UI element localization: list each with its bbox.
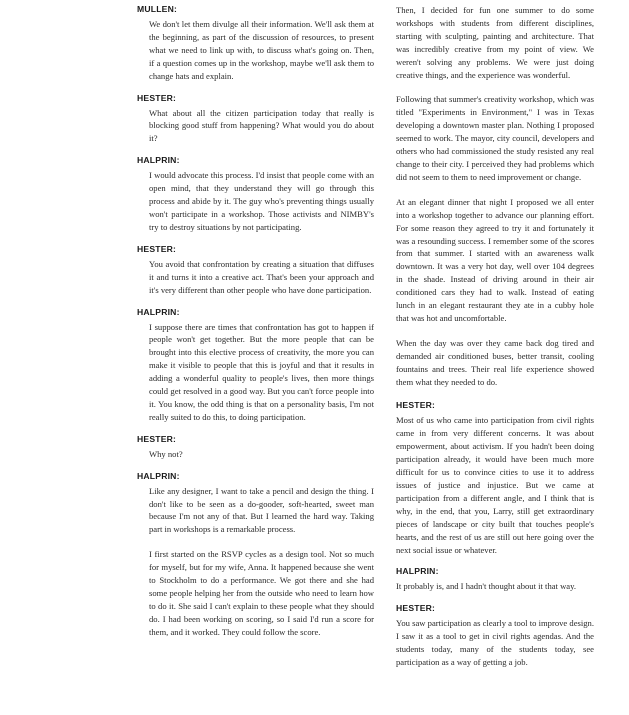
dialogue-block bbox=[137, 4, 374, 83]
speech-text: Most of us who came into participation from civil rights came in from very different concerns. It was about empowerment, about activism. If you hadn't been doing participation already, it would have been much more difficult for us to convince cities to use it to address issues of justice and injustice. But we came at participation from a different angle, and I think that is why, in the end, that you, Larry, still get extraordinary pieces of landscape or city built that touches people's hearts, and the rest of us are still out here going over the next social issue or whatever. bbox=[396, 415, 594, 555]
paragraph-gap bbox=[396, 184, 594, 196]
speech-text: You saw participation as clearly a tool to improve design. I saw it as a tool to get in civil rights agendas. And the students today, many of the students today, see participation as a way of getting a job. bbox=[396, 618, 594, 668]
narrative-paragraph: When the day was over they came back dog tired and demanded air conditioned buses, better transit, cooling fountains and trees. Their real life experience showed them what they needed to do. bbox=[396, 337, 594, 387]
dialogue-block bbox=[396, 400, 594, 556]
speech-continuation: I first started on the RSVP cycles as a design tool. Not so much for myself, but for my wife, Anna. It happened because she went to Stockholm to do a performance. We got there and she had some people helping her from the outside who need to learn how to do it. She said I can't explain to these people what they should do. I had been working on scoring, so I said I'd run a score for them, and it worked. They could follow the score. bbox=[149, 549, 374, 637]
paragraph-gap bbox=[396, 81, 594, 93]
speaker-label: HALPRIN: bbox=[137, 155, 180, 166]
speaker-label: HESTER: bbox=[137, 92, 177, 103]
speech-text: I would advocate this process. I'd insist that people come with an open mind, that they understand they will go through this process and abide by it. The guy who's preventing things usually won't participate in a workshop. Those activists and NIMBY's try to destroy situations by not participating. bbox=[149, 170, 374, 232]
paragraph-gap bbox=[396, 325, 594, 337]
speaker-label: HALPRIN: bbox=[137, 470, 180, 481]
dialogue-block bbox=[396, 566, 594, 593]
dialogue-block bbox=[137, 471, 374, 639]
left-column bbox=[137, 4, 374, 649]
narrative-paragraph: Following that summer's creativity workshop, which was titled "Experiments in Environment," I was in Texas developing a downtown master plan. Nothing I proposed seemed to work. The mayor, city council, developers and others who had commissioned the study resisted any real change to their city. I perceived they had problems which did not seem to them to need improvement or change. bbox=[396, 94, 594, 182]
dialogue-block bbox=[396, 603, 594, 669]
speaker-label: HESTER: bbox=[396, 400, 436, 411]
paragraph-gap bbox=[396, 388, 594, 400]
dialogue-block bbox=[137, 434, 374, 461]
speaker-label: HESTER: bbox=[137, 243, 177, 254]
speech-text: Why not? bbox=[149, 448, 183, 459]
speech-text: It probably is, and I hadn't thought about it that way. bbox=[396, 581, 576, 592]
speech-text: You avoid that confrontation by creating a situation that diffuses it and turns it into a creative act. That's been your approach and it's very different than other people who have done participation. bbox=[149, 258, 374, 295]
speaker-label: HALPRIN: bbox=[137, 306, 180, 317]
right-column bbox=[396, 4, 594, 679]
speaker-label: HESTER: bbox=[396, 603, 436, 614]
narrative-paragraph: At an elegant dinner that night I proposed we all enter into a workshop together to advance our planning effort. For some reason they agreed to try it and fortunately it was a resounding success. I remember some of the scores from that summer. I started with an awareness walk downtown. It was a very hot day, well over 104 degrees in the shade. Instead of driving around in their air conditioned cars they had to walk. Instead of eating lunch in an elegant restaurant they ate in a cubby hole that was hot and uncomfortable. bbox=[396, 196, 594, 323]
speaker-label: HALPRIN: bbox=[396, 566, 439, 577]
narrative-paragraph: Then, I decided for fun one summer to do some workshops with students from different disciplines, starting with sculpting, painting and architecture. That was incredibly creative from my point of view. We weren't solving any problems. We were just doing creative things, and the experience was wonderful. bbox=[396, 5, 594, 80]
dialogue-block bbox=[137, 307, 374, 424]
dialogue-block bbox=[137, 155, 374, 234]
speaker-label: MULLEN: bbox=[137, 4, 178, 14]
dialogue-block bbox=[137, 93, 374, 146]
speech-text: Like any designer, I want to take a pencil and design the thing. I don't like to be seen as a do-gooder, soft-hearted, sweet man because I'm not any of that. But I learned the hard way. Taking part in workshops is a remarkable process. bbox=[149, 485, 374, 535]
dialogue-block bbox=[137, 244, 374, 297]
speech-text: I suppose there are times that confrontation has got to happen if people won't get together. But the more people that can be brought into this elective process of creativity, the more you can make it visible to people that this is joyful and that it results in adding a wonderful quality to people's lives, then more things could get resolved in a good way. But you can't force people into it. You know, the odd thing is that on a personality basis, I'm not really suited to do this, to doing participation. bbox=[149, 321, 374, 422]
paragraph-gap bbox=[137, 536, 374, 548]
speaker-label: HESTER: bbox=[137, 433, 177, 444]
speech-text: We don't let them divulge all their information. We'll ask them at the beginning, as part of the discussion of resources, to present what we need to link up with, to discuss what's going on. Then, if a question comes up in the workshop, maybe we'll ask them to change hats and explain. bbox=[149, 19, 374, 81]
speech-text: What about all the citizen participation today that really is blocking good stuff from happening? What would you do about it? bbox=[149, 107, 374, 144]
